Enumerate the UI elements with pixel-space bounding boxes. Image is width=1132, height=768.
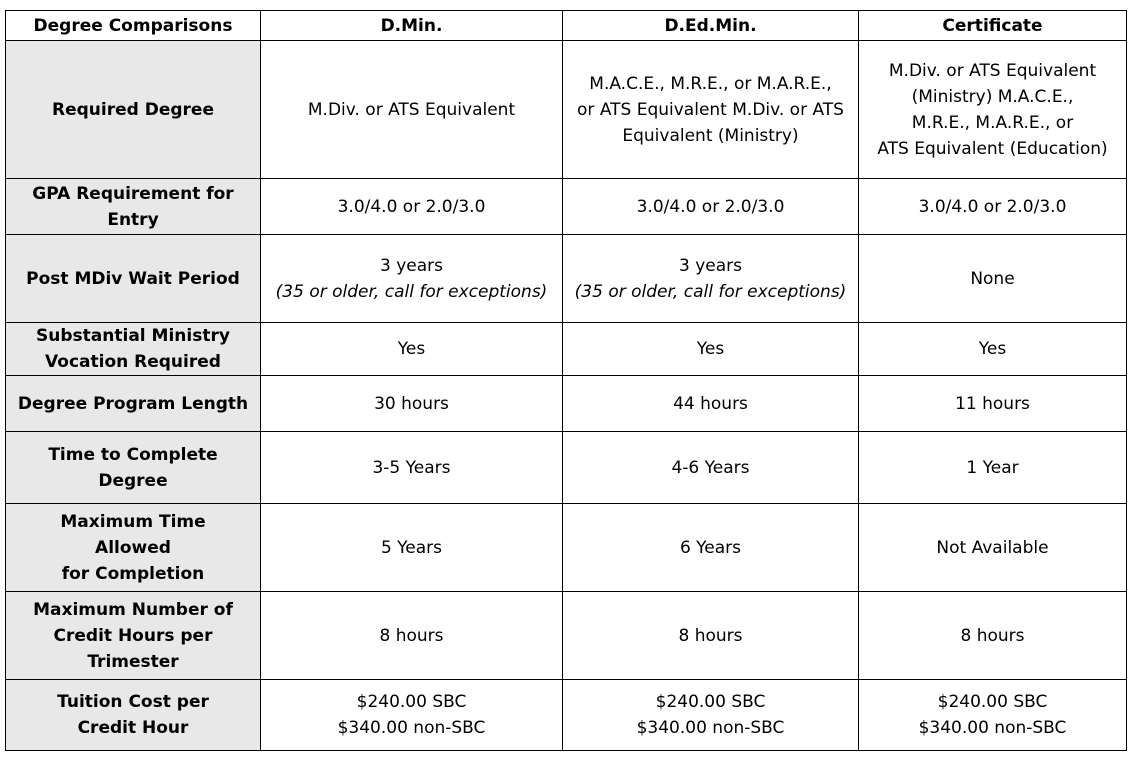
cell-certificate: $240.00 SBC $340.00 non-SBC xyxy=(859,680,1127,751)
cell-dedmin: M.A.C.E., M.R.E., or M.A.R.E., or ATS Equivalent M.Div. or ATS Equivalent (Ministry) xyxy=(563,41,859,179)
table-row xyxy=(6,41,1127,179)
cell-certificate: M.Div. or ATS Equivalent (Ministry) M.A.C.E., M.R.E., M.A.R.E., or ATS Equivalent (Education) xyxy=(859,41,1127,179)
cell-dedmin: Yes xyxy=(563,323,859,376)
row-label-max-credit-hours: Maximum Number of Credit Hours per Trimester xyxy=(6,592,261,680)
header-row xyxy=(6,11,1127,41)
table-row xyxy=(6,504,1127,592)
cell-certificate: Yes xyxy=(859,323,1127,376)
table-row xyxy=(6,592,1127,680)
cell-dmin: Yes xyxy=(261,323,563,376)
cell-dedmin: 3 years (35 or older, call for exceptions) xyxy=(563,235,859,323)
table-row xyxy=(6,680,1127,751)
header-dmin: D.Min. xyxy=(261,11,563,41)
table-row xyxy=(6,179,1127,235)
table-row xyxy=(6,376,1127,432)
cell-dmin: $240.00 SBC $340.00 non-SBC xyxy=(261,680,563,751)
cell-certificate: None xyxy=(859,235,1127,323)
row-label-tuition-cost: Tuition Cost per Credit Hour xyxy=(6,680,261,751)
row-label-substantial-ministry: Substantial Ministry Vocation Required xyxy=(6,323,261,376)
cell-dmin: 30 hours xyxy=(261,376,563,432)
cell-dedmin: 3.0/4.0 or 2.0/3.0 xyxy=(563,179,859,235)
cell-dmin: 5 Years xyxy=(261,504,563,592)
row-label-post-mdiv-wait: Post MDiv Wait Period xyxy=(6,235,261,323)
table-row xyxy=(6,235,1127,323)
row-label-gpa-requirement: GPA Requirement for Entry xyxy=(6,179,261,235)
degree-comparison-table xyxy=(5,10,1127,751)
row-label-time-to-complete: Time to Complete Degree xyxy=(6,432,261,504)
cell-certificate: 1 Year xyxy=(859,432,1127,504)
cell-dedmin: 8 hours xyxy=(563,592,859,680)
cell-certificate: 11 hours xyxy=(859,376,1127,432)
cell-dmin: 3.0/4.0 or 2.0/3.0 xyxy=(261,179,563,235)
cell-certificate: 8 hours xyxy=(859,592,1127,680)
cell-dmin: 3-5 Years xyxy=(261,432,563,504)
table-row xyxy=(6,323,1127,376)
header-certificate: Certificate xyxy=(859,11,1127,41)
cell-dedmin: 6 Years xyxy=(563,504,859,592)
cell-dmin: 3 years (35 or older, call for exceptions) xyxy=(261,235,563,323)
row-label-required-degree: Required Degree xyxy=(6,41,261,179)
cell-dedmin: $240.00 SBC $340.00 non-SBC xyxy=(563,680,859,751)
cell-dmin: M.Div. or ATS Equivalent xyxy=(261,41,563,179)
cell-certificate: 3.0/4.0 or 2.0/3.0 xyxy=(859,179,1127,235)
table-row xyxy=(6,432,1127,504)
header-dedmin: D.Ed.Min. xyxy=(563,11,859,41)
cell-certificate: Not Available xyxy=(859,504,1127,592)
cell-dedmin: 4-6 Years xyxy=(563,432,859,504)
row-label-program-length: Degree Program Length xyxy=(6,376,261,432)
cell-dmin: 8 hours xyxy=(261,592,563,680)
row-label-max-time-allowed: Maximum Time Allowed for Completion xyxy=(6,504,261,592)
cell-dedmin: 44 hours xyxy=(563,376,859,432)
header-degree-comparisons: Degree Comparisons xyxy=(6,11,261,41)
